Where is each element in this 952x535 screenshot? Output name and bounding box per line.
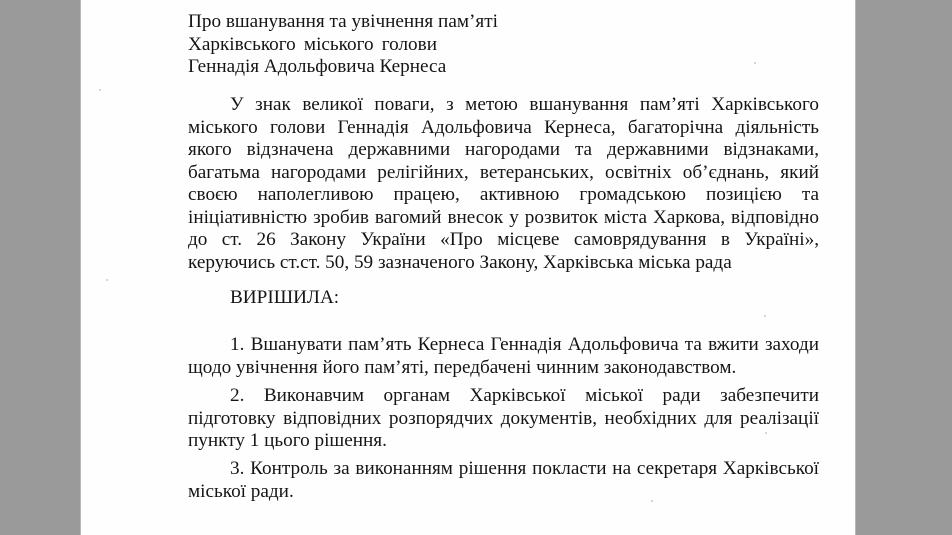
right-margin-bar bbox=[855, 0, 952, 535]
title-line-2 bbox=[188, 34, 437, 57]
decision-item-2: 2. Виконавчим органам Харківської міської ради забезпечити підготовку відповідних розпорядчих документів, необхідних для реалізації пункту 1 цього рішення. bbox=[188, 385, 819, 451]
decision-item-3: 3. Контроль за виконанням рішення покласти на секретаря Харківської міської ради. bbox=[188, 458, 819, 502]
scan-speck bbox=[764, 315, 766, 317]
preamble-paragraph: У знак великої поваги, з метою вшанування пам’яті Харківського міського голови Геннадія Адольфовича Кернеса, багаторічна діяльність якого відзначена державними нагородами та державними відзнаками, багатьма нагородами релігійних, ветеранських, освітніх об’єднань, який своєю наполегливою працею, активною громадською позицією та ініціативністю зробив вагомий внесок у розвиток міста Харкова, відповідно до ст. 26 Закону України «Про місцеве самоврядування в Україні», керуючись ст.ст. 50, 59 зазначеного Закону, Харківська міська рада bbox=[188, 94, 819, 273]
scan-speck bbox=[754, 62, 756, 64]
title-word: голови bbox=[381, 33, 437, 55]
title-word: Харківського bbox=[188, 33, 296, 55]
scan-speck bbox=[99, 89, 101, 91]
title-line-3: Геннадія Адольфовича Кернеса bbox=[188, 56, 447, 77]
scan-speck bbox=[765, 432, 767, 434]
decision-item-1: 1. Вшанувати пам’ять Кернеса Геннадія Адольфовича та вжити заходи щодо увічнення його пам’яті, передбачені чинним законодавством. bbox=[188, 334, 819, 378]
document-page bbox=[81, 0, 855, 535]
scan-speck bbox=[651, 500, 653, 502]
title-word: міського bbox=[303, 33, 374, 55]
title-line-1: Про вшанування та увічнення пам’яті bbox=[188, 11, 498, 32]
document-title bbox=[188, 11, 498, 79]
decided-heading: ВИРІШИЛА: bbox=[230, 287, 340, 308]
scan-speck bbox=[106, 279, 108, 281]
left-margin-bar bbox=[0, 0, 81, 535]
